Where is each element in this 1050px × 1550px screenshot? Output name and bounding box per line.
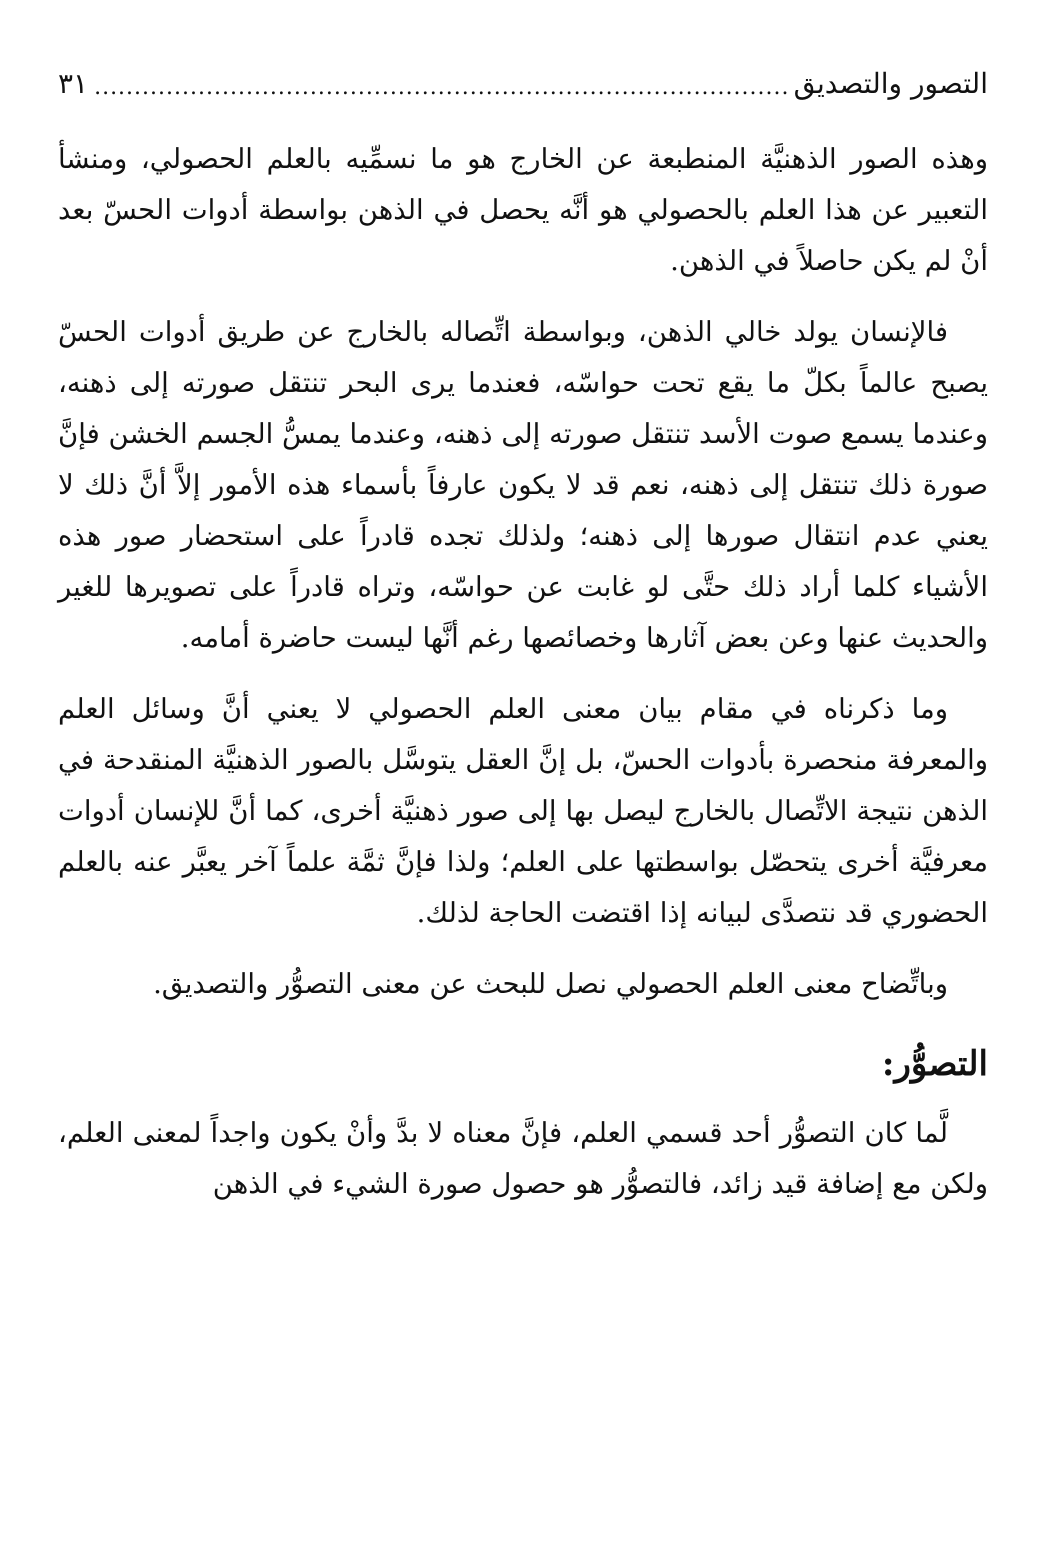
paragraph-2: فالإنسان يولد خالي الذهن، وبواسطة اتِّصاله بالخارج عن طريق أدوات الحسّ يصبح عالماً بكلّ ما يقع تحت حواسّه، فعندما يرى البحر تنتقل صورته إلى ذهنه، وعندما يسمع صوت الأسد تنتقل صورته إلى ذهنه، وعندما يمسُّ الجسم الخشن فإنَّ صورة ذلك تنتقل إلى ذهنه، نعم قد لا يكون عارفاً بأسماء هذه الأمور إلاَّ أنَّ ذلك لا يعني عدم انتقال صورها إلى ذهنه؛ ولذلك تجده قادراً على استحضار صور هذه الأشياء كلما أراد ذلك حتَّى لو غابت عن حواسّه، وتراه قادراً على تصويرها للغير والحديث عنها وعن بعض آثارها وخصائصها رغم أنَّها ليست حاضرة أمامه. [58, 316, 988, 654]
section-heading: التصوُّر: [881, 1044, 988, 1084]
header-dot-leader [94, 66, 788, 110]
book-page [58, 48, 988, 1210]
page-number: ٣١ [58, 67, 89, 100]
paragraph-3: وما ذكرناه في مقام بيان معنى العلم الحصولي لا يعني أنَّ وسائل العلم والمعرفة منحصرة بأدوات الحسّ، بل إنَّ العقل يتوسَّل بالصور الذهنيَّة المنقدحة في الذهن نتيجة الاتِّصال بالخارج ليصل بها إلى صور ذهنيَّة أخرى، كما أنَّ للإنسان أدوات معرفيَّة أخرى يتحصّل بواسطتها على العلم؛ ولذا فإنَّ ثمَّة علماً آخر يعبَّر عنه بالعلم الحضوري قد نتصدَّى لبيانه إذا اقتضت الحاجة لذلك. [58, 693, 988, 929]
paragraph-4: وباتِّضاح معنى العلم الحصولي نصل للبحث عن معنى التصوُّر والتصديق. [153, 968, 948, 1000]
running-header-title: التصور والتصديق [793, 67, 988, 100]
section-paragraph: لَّما كان التصوُّر أحد قسمي العلم، فإنَّ معناه لا بدَّ وأنْ يكون واجداً لمعنى العلم، ولكن مع إضافة قيد زائد، فالتصوُّر هو حصول صورة الشيء في الذهن [58, 1117, 988, 1200]
paragraph-1: وهذه الصور الذهنيَّة المنطبعة عن الخارج هو ما نسمِّيه بالعلم الحصولي، ومنشأ التعبير عن هذا العلم بالحصولي هو أنَّه يحصل في الذهن بواسطة أدوات الحسّ بعد أنْ لم يكن حاصلاً في الذهن. [58, 143, 988, 277]
running-header [58, 48, 988, 110]
